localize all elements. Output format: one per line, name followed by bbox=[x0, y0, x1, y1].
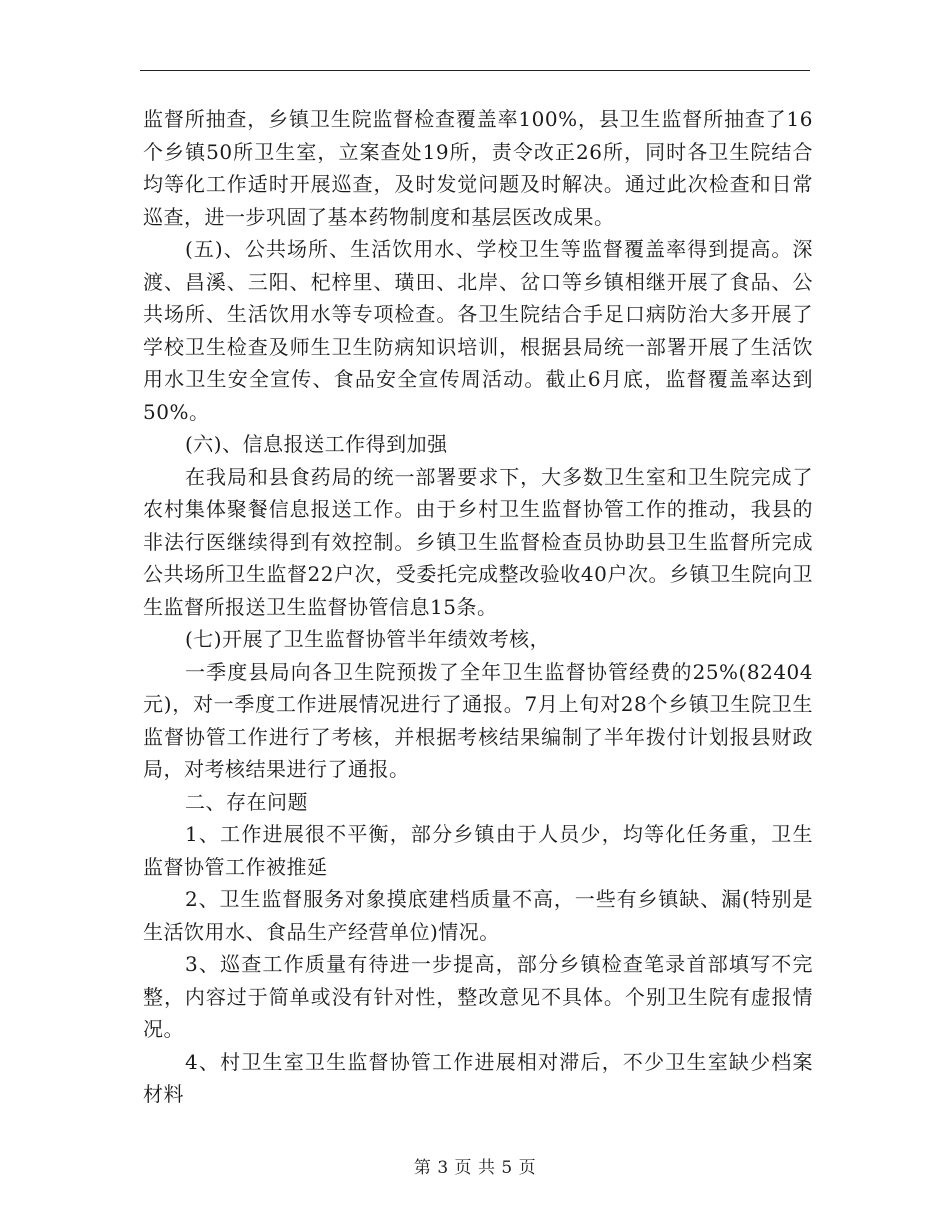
header-divider bbox=[140, 70, 810, 71]
document-body bbox=[143, 103, 813, 1111]
paragraph: 监督所抽查，乡镇卫生院监督检查覆盖率100%，县卫生监督所抽查了16个乡镇50所卫生室，立案查处19所，责令改正26所，同时各卫生院结合均等化工作适时开展巡查，及时发觉问题及时解决。通过此次检查和日常巡查，进一步巩固了基本药物制度和基层医改成果。 bbox=[143, 107, 813, 229]
list-item: 3、巡查工作质量有待进一步提高，部分乡镇检查笔录首部填写不完整，内容过于简单或没有针对性，整改意见不具体。个别卫生院有虚报情况。 bbox=[143, 952, 813, 1041]
section-heading: (六)、信息报送工作得到加强 bbox=[185, 432, 448, 456]
section-heading: (七)开展了卫生监督协管半年绩效考核， bbox=[185, 627, 551, 651]
section-heading: 二、存在问题 bbox=[185, 789, 308, 814]
page-number-footer: 第 3 页 共 5 页 bbox=[413, 1158, 537, 1178]
paragraph: (五)、公共场所、生活饮用水、学校卫生等监督覆盖率得到提高。深渡、昌溪、三阳、杞梓里、璜田、北岸、岔口等乡镇相继开展了食品、公共场所、生活饮用水等专项检查。各卫生院结合手足口病防治大多开展了学校卫生检查及师生卫生防病知识培训，根据县局统一部署开展了生活饮用水卫生安全宣传、食品安全宣传周活动。截止6月底，监督覆盖率达到50%。 bbox=[143, 237, 813, 424]
list-item: 4、村卫生室卫生监督协管工作进展相对滞后，不少卫生室缺少档案材料 bbox=[143, 1049, 813, 1106]
list-item: 1、工作进展很不平衡，部分乡镇由于人员少，均等化任务重，卫生监督协管工作被推延 bbox=[143, 822, 813, 879]
paragraph: 在我局和县食药局的统一部署要求下，大多数卫生室和卫生院完成了农村集体聚餐信息报送工作。由于乡村卫生监督协管工作的推动，我县的非法行医继续得到有效控制。乡镇卫生监督检查员协助县卫生监督所完成公共场所卫生监督22户次，受委托完成整改验收40户次。乡镇卫生院向卫生监督所报送卫生监督协管信息15条。 bbox=[143, 464, 813, 619]
paragraph: 一季度县局向各卫生院预拨了全年卫生监督协管经费的25%(82404元)，对一季度工作进展情况进行了通报。7月上旬对28个乡镇卫生院卫生监督协管工作进行了考核，并根据考核结果编制了半年拨付计划报县财政局，对考核结果进行了通报。 bbox=[143, 659, 813, 781]
list-item: 2、卫生监督服务对象摸底建档质量不高，一些有乡镇缺、漏(特别是生活饮用水、食品生产经营单位)情况。 bbox=[143, 887, 813, 944]
